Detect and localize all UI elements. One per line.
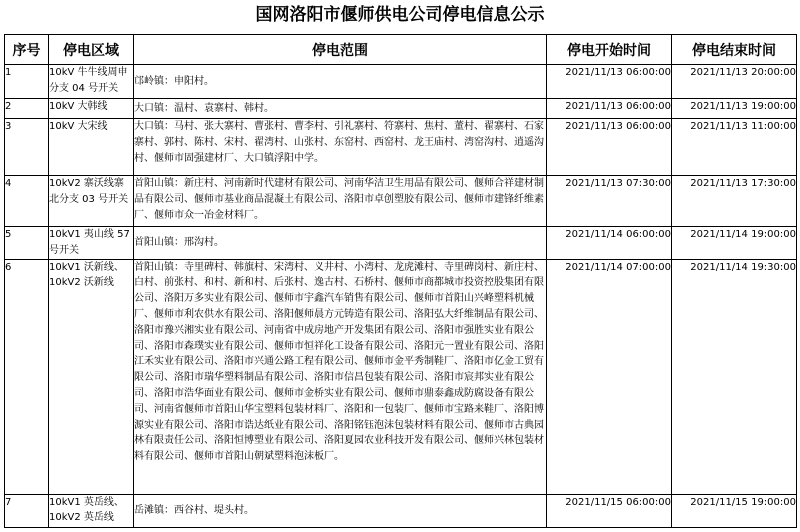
header-row: [5, 35, 797, 65]
row-scope: 首阳山镇：寺里碑村、韩旗村、宋湾村、义井村、小湾村、龙虎滩村、寺里碑岗村、新庄村、白村、前张村、和村、新和村、后张村、逸古村、石桥村、偃师市商都城市投资控股集团有限公司、洛阳万多实业有限公司、偃师市宇鑫汽车销售有限公司、偃师市首阳山兴峰塑料机械厂、偃师市利农供水有限公司、洛阳偃师晨方元铸造有限公司、洛阳弘大纤维制品有限公司、洛阳市豫兴湘实业有限公司、河南省中成房地产开发集团有限公司、洛阳市强胜实业有限公司、洛阳市森璞实业有限公司、偃师市恒祥化工设备有限公司、洛阳元一置业有限公司、洛阳江禾实业有限公司、洛阳市兴通公路工程有限公司、偃师市金平秀制鞋厂、洛阳市亿金工贸有限公司、洛阳市瑞华塑料制品有限公司、洛阳市信昌包装有限公司、洛阳市宸邦实业有限公司、洛阳市浩华面业有限公司、偃师市金桥实业有限公司、偃师市鼎泰鑫成防腐设备有限公司、河南省偃师市首阳山华宝塑料包装材料厂、洛阳和一包装厂、偃师市宝路来鞋厂、洛阳博源实业有限公司、洛阳市诰达纸业有限公司、洛阳铭钰泡沫包装材料有限公司、偃师市古典园林有限责任公司、洛阳恒博塑业有限公司、洛阳夏园农业科技开发有限公司、偃师兴林包装材料有限公司、偃师市首阳山朝斌塑料泡沫板厂。: [134, 259, 547, 494]
row-area: 10kV1 夷山线 57 号开关: [49, 227, 134, 260]
row-end: 2021/11/14 19:00:00: [672, 227, 797, 260]
row-start: 2021/11/14 06:00:00: [547, 227, 672, 260]
row-end: 2021/11/13 17:30:00: [672, 176, 797, 227]
row-index: 4: [5, 176, 49, 227]
row-area: 10kV1 英岳线、10kV2 英岳线: [49, 494, 134, 527]
row-scope: 大口镇：马村、张大寨村、曹张村、曹李村、引礼寨村、符寨村、焦村、董村、翟寨村、石家寨村、郭村、陈村、宋村、翟湾村、山张村、东窑村、西窑村、龙王庙村、湾窑沟村、逍遥沟村、偃师市固强建材厂、大口镇浮阳中学。: [134, 119, 547, 176]
table-row: [5, 259, 797, 494]
row-area: 10kV 牛牛线周申分支 04 号开关: [49, 65, 134, 99]
row-index: 2: [5, 99, 49, 119]
table-row: [5, 99, 797, 119]
row-scope: 首阳山镇：新庄村、河南新时代建材有限公司、河南华洁卫生用品有限公司、偃师合祥建材制品有限公司、偃师市基业商品混凝土有限公司、洛阳市卓创塑胶有限公司、偃师市建锋纤维素厂、偃师市众一冶金材料厂。: [134, 176, 547, 227]
row-start: 2021/11/13 06:00:00: [547, 99, 672, 119]
row-area: 10kV1 沃新线、10kV2 沃新线: [49, 259, 134, 494]
row-scope: 岳滩镇：西谷村、堤头村。: [134, 494, 547, 527]
row-start: 2021/11/13 06:00:00: [547, 65, 672, 99]
row-end: 2021/11/13 11:00:00: [672, 119, 797, 176]
row-index: 7: [5, 494, 49, 527]
row-index: 1: [5, 65, 49, 99]
header-start: 停电开始时间: [547, 35, 672, 65]
table-row: [5, 65, 797, 99]
header-area: 停电区域: [49, 35, 134, 65]
outage-table: [4, 34, 797, 528]
row-start: 2021/11/13 07:30:00: [547, 176, 672, 227]
header-scope: 停电范围: [134, 35, 547, 65]
row-end: 2021/11/13 19:00:00: [672, 99, 797, 119]
row-area: 10kV 大宋线: [49, 119, 134, 176]
row-end: 2021/11/14 19:30:00: [672, 259, 797, 494]
page-title: 国网洛阳市偃师供电公司停电信息公示: [255, 5, 545, 25]
row-index: 6: [5, 259, 49, 494]
table-row: [5, 494, 797, 527]
row-end: 2021/11/13 20:00:00: [672, 65, 797, 99]
table-row: [5, 176, 797, 227]
row-index: 3: [5, 119, 49, 176]
row-scope: 大口镇：温村、袁寨村、韩村。: [134, 99, 547, 119]
header-end: 停电结束时间: [672, 35, 797, 65]
table-row: [5, 227, 797, 260]
row-start: 2021/11/13 06:00:00: [547, 119, 672, 176]
row-scope: 首阳山镇：邢沟村。: [134, 227, 547, 260]
header-index: 序号: [5, 35, 49, 65]
row-end: 2021/11/15 19:00:00: [672, 494, 797, 527]
row-scope: 邙岭镇：申阳村。: [134, 65, 547, 99]
row-area: 10kV 大韩线: [49, 99, 134, 119]
row-start: 2021/11/15 06:00:00: [547, 494, 672, 527]
row-area: 10kV2 寨沃线寨北分支 03 号开关: [49, 176, 134, 227]
row-index: 5: [5, 227, 49, 260]
table-row: [5, 119, 797, 176]
row-start: 2021/11/14 07:00:00: [547, 259, 672, 494]
